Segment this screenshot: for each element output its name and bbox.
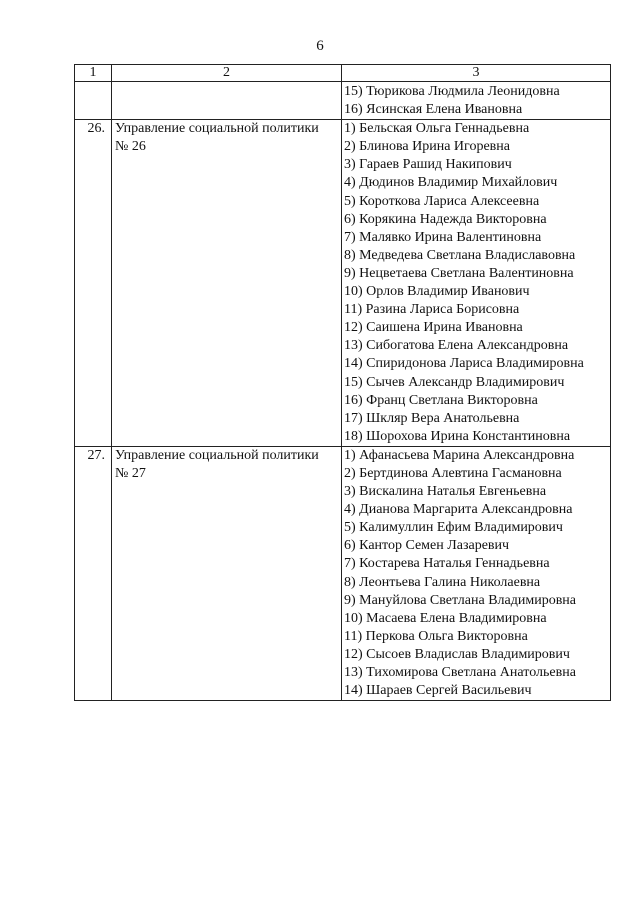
list-item: 4) Дюдинов Владимир Михайлович bbox=[344, 175, 558, 191]
org-cell bbox=[112, 446, 342, 700]
list-item: 1) Бельская Ольга Геннадьевна bbox=[344, 121, 530, 137]
org-cell bbox=[112, 120, 342, 447]
org-name: Управление социальной политики bbox=[115, 121, 319, 137]
header-col-1: 1 bbox=[75, 65, 112, 82]
list-item: 2) Бертдинова Алевтина Гасмановна bbox=[344, 465, 562, 481]
org-name: Управление социальной политики bbox=[115, 447, 319, 463]
list-item: 10) Орлов Владимир Иванович bbox=[344, 284, 530, 300]
list-item: 3) Гараев Рашид Накипович bbox=[344, 157, 512, 173]
names-cell bbox=[342, 446, 611, 700]
list-item: 17) Шкляр Вера Анатольевна bbox=[344, 410, 520, 426]
list-item: 7) Малявко Ирина Валентиновна bbox=[344, 229, 542, 245]
list-item: 18) Шорохова Ирина Константиновна bbox=[344, 428, 571, 444]
header-col-2: 2 bbox=[112, 65, 342, 82]
committee-table bbox=[74, 64, 611, 701]
list-item: 7) Костарева Наталья Геннадьевна bbox=[344, 556, 550, 572]
org-number: № 26 bbox=[115, 139, 146, 155]
list-item: 8) Медведева Светлана Владиславовна bbox=[344, 247, 576, 263]
list-item: 12) Саишена Ирина Ивановна bbox=[344, 320, 523, 336]
list-item: 8) Леонтьева Галина Николаевна bbox=[344, 574, 541, 590]
table-row-continuation bbox=[75, 82, 611, 120]
table-row-26 bbox=[75, 120, 611, 447]
list-item: 3) Вискалина Наталья Евгеньевна bbox=[344, 484, 547, 500]
list-item: 5) Калимуллин Ефим Владимирович bbox=[344, 520, 563, 536]
org-number: № 27 bbox=[115, 465, 146, 481]
number-cell bbox=[75, 82, 112, 120]
org-cell bbox=[112, 82, 342, 120]
names-cell bbox=[342, 82, 611, 120]
list-item: 15) Сычев Александр Владимирович bbox=[344, 374, 565, 390]
row-number: 27. bbox=[75, 446, 112, 700]
list-item: 5) Короткова Лариса Алексеевна bbox=[344, 193, 540, 209]
names-cell bbox=[342, 120, 611, 447]
list-item: 6) Корякина Надежда Викторовна bbox=[344, 211, 547, 227]
list-item: 11) Разина Лариса Борисовна bbox=[344, 302, 520, 318]
row-number: 26. bbox=[75, 120, 112, 447]
list-item: 12) Сысоев Владислав Владимирович bbox=[344, 646, 570, 662]
table-header-row bbox=[75, 65, 611, 82]
list-item: 10) Масаева Елена Владимировна bbox=[344, 610, 547, 626]
header-col-3: 3 bbox=[342, 65, 611, 82]
list-item: 16) Франц Светлана Викторовна bbox=[344, 392, 538, 408]
list-item: 9) Мануйлова Светлана Владимировна bbox=[344, 592, 577, 608]
page-number: 6 bbox=[316, 38, 324, 54]
list-item: 4) Дианова Маргарита Александровна bbox=[344, 502, 573, 518]
list-item: 2) Блинова Ирина Игоревна bbox=[344, 139, 510, 155]
list-item: 16) Ясинская Елена Ивановна bbox=[344, 102, 523, 118]
list-item: 6) Кантор Семен Лазаревич bbox=[344, 538, 510, 554]
list-item: 14) Спиридонова Лариса Владимировна bbox=[344, 356, 584, 372]
table-row-27 bbox=[75, 446, 611, 700]
list-item: 9) Нецветаева Светлана Валентиновна bbox=[344, 265, 574, 281]
list-item: 13) Сибогатова Елена Александровна bbox=[344, 338, 569, 354]
list-item: 15) Тюрикова Людмила Леонидовна bbox=[344, 84, 560, 99]
list-item: 14) Шараев Сергей Васильевич bbox=[344, 683, 532, 699]
list-item: 1) Афанасьева Марина Александровна bbox=[344, 447, 575, 463]
list-item: 11) Перкова Ольга Викторовна bbox=[344, 628, 528, 644]
list-item: 13) Тихомирова Светлана Анатольевна bbox=[344, 665, 576, 680]
